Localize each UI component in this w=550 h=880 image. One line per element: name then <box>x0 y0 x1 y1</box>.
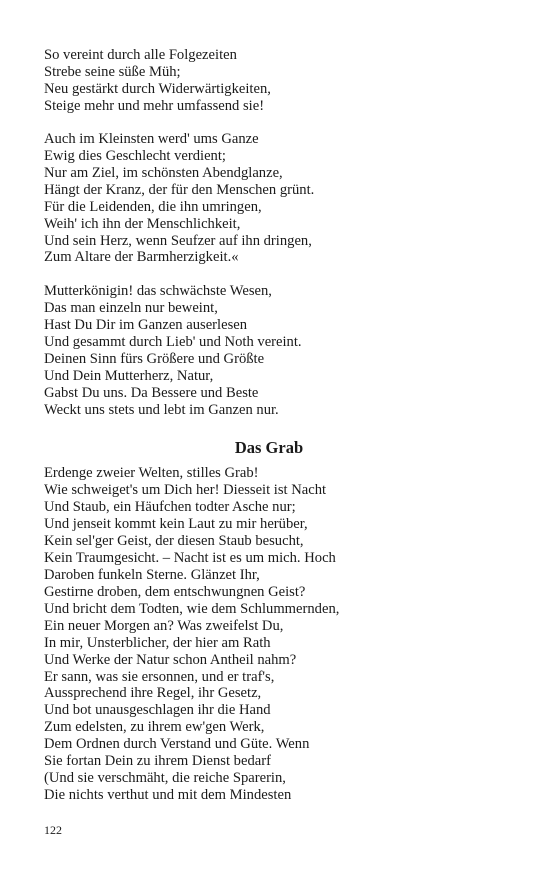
verse-line: Und jenseit kommt kein Laut zu mir herüber, <box>44 515 308 532</box>
stanza-2 <box>44 131 514 267</box>
verse-line: Zum edelsten, zu ihrem ew'gen Werk, <box>44 719 265 736</box>
page-number: 122 <box>44 823 62 837</box>
verse-line: Nur am Ziel, im schönsten Abendglanze, <box>44 164 283 181</box>
verse-line: Strebe seine süße Müh; <box>44 63 181 80</box>
verse-line: Dem Ordnen durch Verstand und Güte. Wenn <box>44 736 310 753</box>
verse-line: Auch im Kleinsten werd' ums Ganze <box>44 130 259 147</box>
poem-heading: Das Grab <box>234 438 304 458</box>
verse-line: Weckt uns stets und lebt im Ganzen nur. <box>44 402 279 419</box>
verse-line: Daroben funkeln Sterne. Glänzet Ihr, <box>44 566 260 583</box>
verse-line: Ein neuer Morgen an? Was zweifelst Du, <box>44 617 284 634</box>
verse-line: Und Werke der Natur schon Antheil nahm? <box>44 651 297 668</box>
verse-line: Gabst Du uns. Da Bessere und Beste <box>44 385 259 402</box>
verse-line: Kein sel'ger Geist, der diesen Staub besucht, <box>44 532 304 549</box>
verse-line: Und Dein Mutterherz, Natur, <box>44 368 214 385</box>
stanza-1 <box>44 47 514 115</box>
poem-das-grab <box>44 465 514 804</box>
verse-line: Und bot unausgeschlagen ihr die Hand <box>44 702 271 719</box>
verse-line: Gestirne droben, dem entschwungnen Geist? <box>44 583 306 600</box>
verse-line: Hängt der Kranz, der für den Menschen grünt. <box>44 181 315 198</box>
verse-line: Und sein Herz, wenn Seufzer auf ihn dringen, <box>44 232 312 249</box>
verse-line: Ewig dies Geschlecht verdient; <box>44 147 226 164</box>
verse-line: Sie fortan Dein zu ihrem Dienst bedarf <box>44 753 271 770</box>
verse-line: Und bricht dem Todten, wie dem Schlummernden, <box>44 600 340 617</box>
verse-line: In mir, Unsterblicher, der hier am Rath <box>44 634 271 651</box>
verse-line: Aussprechend ihre Regel, ihr Gesetz, <box>44 685 262 702</box>
verse-line: Die nichts verthut und mit dem Mindesten <box>44 787 292 804</box>
verse-line: Mutterkönigin! das schwächste Wesen, <box>44 283 272 300</box>
verse-line: Steige mehr und mehr umfassend sie! <box>44 97 265 114</box>
verse-line: So vereint durch alle Folgezeiten <box>44 47 237 63</box>
verse-line: Für die Leidenden, die ihn umringen, <box>44 198 262 215</box>
verse-line: Und gesammt durch Lieb' und Noth vereint. <box>44 334 302 351</box>
verse-line: Das man einzeln nur beweint, <box>44 300 218 317</box>
verse-line: Weih' ich ihn der Menschlichkeit, <box>44 215 241 232</box>
verse-line: Er sann, was sie ersonnen, und er traf's, <box>44 668 275 685</box>
verse-line: Deinen Sinn fürs Größere und Größte <box>44 351 265 368</box>
verse-line: Neu gestärkt durch Widerwärtigkeiten, <box>44 80 271 97</box>
verse-line: Und Staub, ein Häufchen todter Asche nur; <box>44 498 296 515</box>
verse-line: Erdenge zweier Welten, stilles Grab! <box>44 465 259 482</box>
verse-line: Wie schweiget's um Dich her! Diesseit ist Nacht <box>44 482 327 499</box>
page-body <box>44 47 514 804</box>
verse-line: Kein Traumgesicht. – Nacht ist es um mich. Hoch <box>44 549 336 566</box>
stanza-3 <box>44 283 514 419</box>
verse-line: Hast Du Dir im Ganzen auserlesen <box>44 317 248 334</box>
verse-line: Zum Altare der Barmherzigkeit.« <box>44 249 239 266</box>
verse-line: (Und sie verschmäht, die reiche Sparerin, <box>44 770 286 787</box>
